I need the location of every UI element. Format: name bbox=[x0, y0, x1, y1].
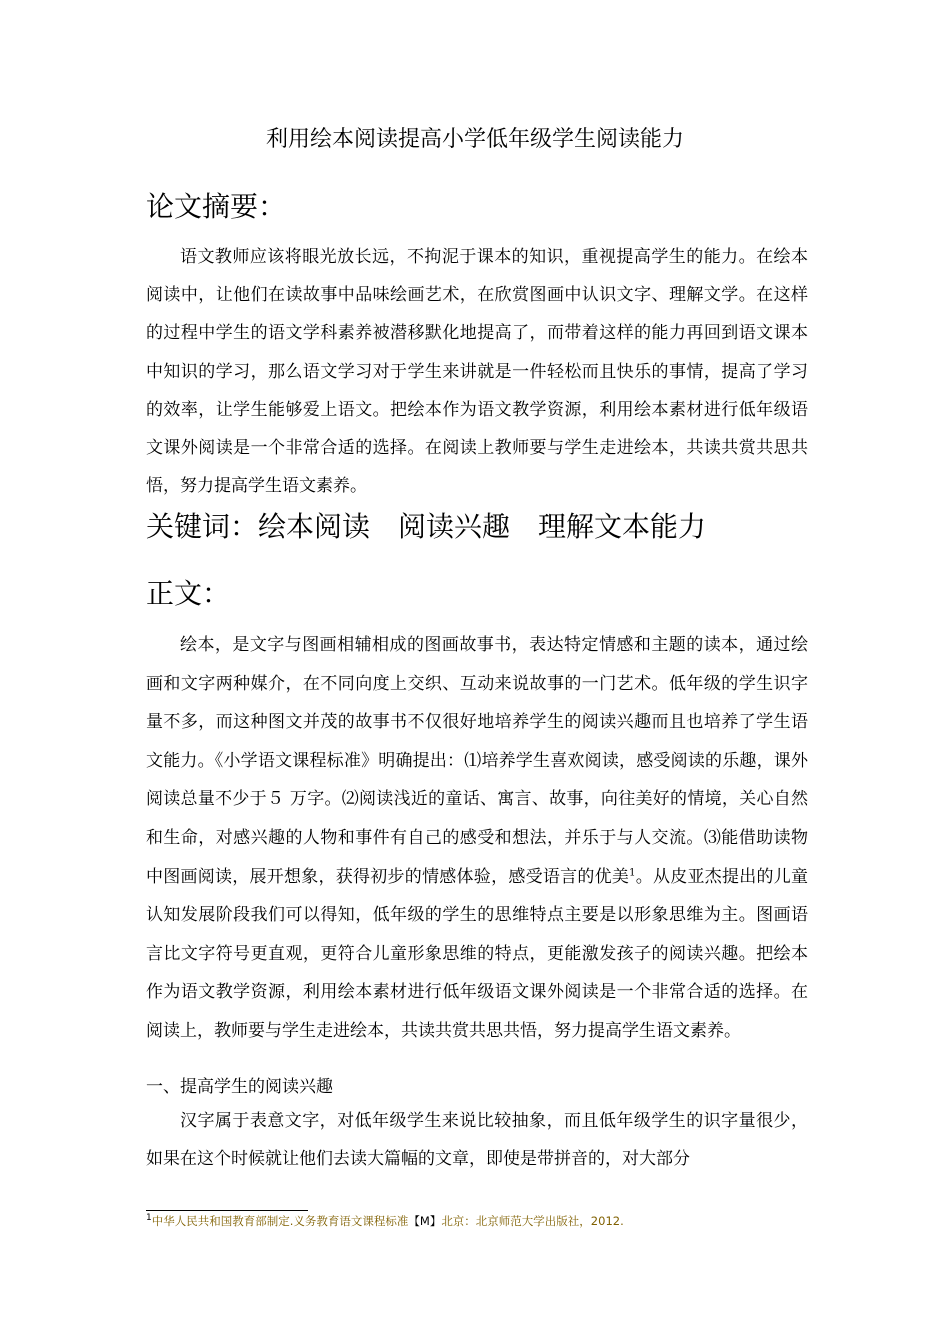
footnote-separator bbox=[146, 1210, 308, 1211]
keywords-label: 关键词： bbox=[146, 510, 259, 543]
keyword-item: 阅读兴趣 bbox=[398, 510, 511, 543]
footnote-text: 中华人民共和国教育部制定.义务教育语文课程标准 bbox=[151, 1214, 409, 1228]
page-title: 利用绘本阅读提高小学低年级学生阅读能力 bbox=[265, 127, 684, 152]
footnote-text: 北京：北京师范大学出版社，2012. bbox=[441, 1214, 624, 1228]
body-heading: 正文： bbox=[146, 577, 231, 610]
keyword-item: 绘本阅读 bbox=[258, 510, 371, 543]
footnote-reference: 1 bbox=[629, 866, 636, 878]
body-paragraph-text: 。从皮亚杰提出的儿童认知发展阶段我们可以得知，低年级的学生的思维特点主要是以形象思维为主。图画语言比文字符号更直观，更符合儿童形象思维的特点，更能激发孩子的阅读兴趣。把绘本作为语文教学资源，利用绘本素材进行低年级语文课外阅读是一个非常合适的选择。在阅读上，教师要与学生走进绘本，共读共赏共思共悟，努力提高学生语文素养。 bbox=[146, 866, 809, 1041]
keywords-line bbox=[146, 508, 706, 546]
footnote-text: 【M】 bbox=[408, 1214, 442, 1228]
section-paragraph: 汉字属于表意文字，对低年级学生来说比较抽象，而且低年级学生的识字量很少，如果在这个时候就让他们去读大篇幅的文章，即使是带拼音的，对大部分 bbox=[146, 1111, 808, 1169]
body-paragraph bbox=[146, 626, 808, 1051]
body-paragraph-text: 绘本，是文字与图画相辅相成的图画故事书，表达特定情感和主题的读本，通过绘画和文字两种媒介，在不同向度上交织、互动来说故事的一门艺术。低年级的学生识字量不多，而这种图文并茂的故事书不仅很好地培养学生的阅读兴趣而且也培养了学生语文能力。《小学语文课程标准》明确提出：⑴培养学生喜欢阅读，感受阅读的乐趣，课外阅读总量不少于５ 万字。⑵阅读浅近的童话、寓言、故事，向往美好的情境，关心自然和生命，对感兴趣的人物和事件有自己的感受和想法，并乐于与人交流。⑶能借助读物中图画阅读，展开想象，获得初步的情感体验，感受语言的优美 bbox=[146, 635, 808, 887]
abstract-heading: 论文摘要： bbox=[146, 190, 287, 223]
section-heading: 一、提高学生的阅读兴趣 bbox=[146, 1077, 333, 1097]
footnote bbox=[146, 1213, 624, 1229]
abstract-paragraph: 语文教师应该将眼光放长远，不拘泥于课本的知识，重视提高学生的能力。在绘本阅读中，让他们在读故事中品味绘画艺术，在欣赏图画中认识文字、理解文学。在这样的过程中学生的语文学科素养被潜移默化地提高了，而带着这样的能力再回到语文课本中知识的学习，那么语文学习对于学生来讲就是一件轻松而且快乐的事情，提高了学习的效率，让学生能够爱上语文。把绘本作为语文教学资源，利用绘本素材进行低年级语文课外阅读是一个非常合适的选择。在阅读上教师要与学生走进绘本，共读共赏共思共悟，努力提高学生语文素养。 bbox=[146, 247, 808, 497]
keyword-item: 理解文本能力 bbox=[538, 510, 707, 543]
footnote-number: 1 bbox=[146, 1213, 152, 1224]
